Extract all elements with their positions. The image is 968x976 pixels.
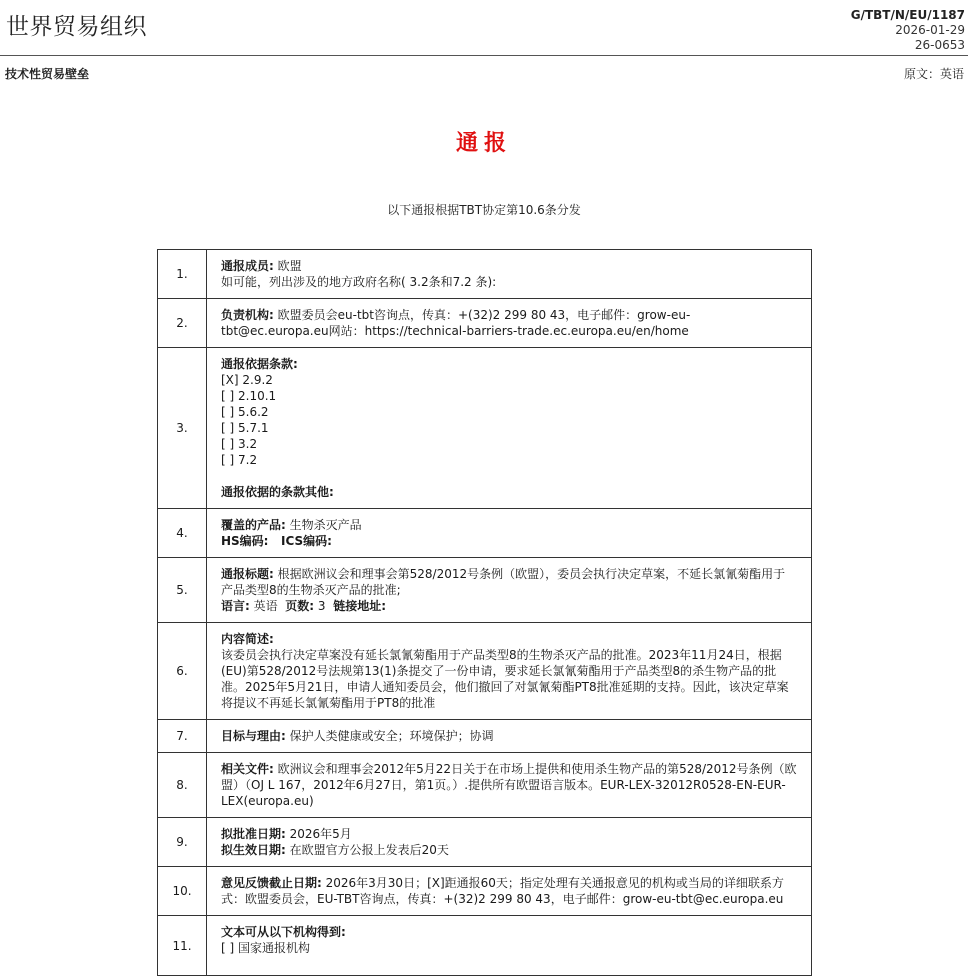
item-label: 拟批准日期: [221, 827, 286, 841]
item-row-5 [158, 558, 812, 623]
item-label: 通报标题: [221, 567, 274, 581]
pages-label: 页数: [285, 599, 315, 613]
header-divider [0, 55, 968, 56]
distribution-note: 以下通报根据TBT协定第10.6条分发 [387, 203, 581, 217]
item-row-3 [158, 348, 812, 509]
item-value: 欧盟 [273, 259, 302, 273]
item-label: 内容简述: [221, 632, 274, 646]
document-symbol: G/TBT/N/EU/1187 [850, 8, 965, 22]
item-row-10 [158, 867, 812, 916]
item-content [207, 867, 812, 916]
item-content [207, 623, 812, 720]
pages-value: 3 [314, 599, 326, 613]
item-label: 目标与理由: [221, 729, 286, 743]
item-row-1 [158, 250, 812, 299]
item-number: 10. [158, 867, 207, 916]
item-number: 2. [158, 299, 207, 348]
article-option: [ ] 7.2 [221, 453, 258, 467]
item-row-2 [158, 299, 812, 348]
original-language: 原文：英语 [903, 67, 964, 81]
item-value: 欧盟委员会eu-tbt咨询点，传真：+(32)2 299 80 43，电子邮件：grow-eu-tbt@ec.europa.eu网站：https://technical-barriers-trade.ec.europa.eu/en/home [221, 308, 691, 338]
article-option: [ ] 5.6.2 [221, 405, 269, 419]
document-ref-number: 26-0653 [914, 38, 965, 52]
item-row-9 [158, 818, 812, 867]
document-meta [851, 8, 965, 53]
link-label: 链接地址: [333, 599, 386, 613]
item-number: 8. [158, 753, 207, 818]
item-row-8 [158, 753, 812, 818]
item-note: 如可能，列出涉及的地方政府名称( 3.2条和7.2 条): [221, 275, 497, 289]
item-label: 文本可从以下机构得到: [221, 925, 346, 939]
item-content [207, 753, 812, 818]
ics-code-label: ICS编码: [281, 534, 332, 548]
article-option: [ ] 3.2 [221, 437, 258, 451]
item-content [207, 348, 812, 509]
item-label: 意见反馈截止日期: [221, 876, 322, 890]
document-date: 2026-01-29 [895, 23, 965, 37]
item-value: 生物杀灭产品 [285, 518, 362, 532]
item-value-2: 在欧盟官方公报上发表后20天 [285, 843, 449, 857]
item-number: 7. [158, 720, 207, 753]
language-label: 语言: [221, 599, 250, 613]
article-option: [X] 2.9.2 [221, 373, 273, 387]
item-value: 欧洲议会和理事会2012年5月22日关于在市场上提供和使用杀生物产品的第528/2012号条例（欧盟）（OJ L 167，2012年6月27日，第1页。）.提供所有欧盟语言版本。EUR-LEX-32012R0528-EN-EUR-LEX(europa.eu) [221, 762, 797, 808]
item-number: 9. [158, 818, 207, 867]
item-label: 负责机构: [221, 308, 274, 322]
item-label: 覆盖的产品: [221, 518, 286, 532]
item-value: 保护人类健康或安全；环境保护；协调 [285, 729, 494, 743]
item-row-4 [158, 509, 812, 558]
notification-items-table [157, 249, 812, 976]
item-value: 该委员会执行决定草案没有延长氯氰菊酯用于产品类型8的生物杀灭产品的批准。2023年11月24日，根据(EU)第528/2012号法规第13(1)条提交了一份申请，要求延长氯氰菊酯用于产品类型8的杀生物产品的批准。2025年5月21日，申请人通知委员会，他们撤回了对氯氰菊酯PT8批准延期的支持。因此，该决定草案将提议不再延长氯氰菊酯用于PT8的批准 [221, 648, 789, 710]
article-option: [ ] 2.10.1 [221, 389, 277, 403]
item-content [207, 916, 812, 976]
language-value: 英语 [249, 599, 278, 613]
hs-code-label: HS编码: [221, 534, 269, 548]
item-content [207, 558, 812, 623]
item-content [207, 818, 812, 867]
item-content [207, 250, 812, 299]
item-number: 5. [158, 558, 207, 623]
item-number: 6. [158, 623, 207, 720]
item-value: [ ] 国家通报机构 [221, 941, 310, 955]
item-content [207, 509, 812, 558]
item-row-11 [158, 916, 812, 976]
notification-title: 通报 [455, 131, 512, 156]
org-title: 世界贸易组织 [6, 14, 147, 40]
item-label: 通报依据条款: [221, 357, 298, 371]
item-row-6 [158, 623, 812, 720]
item-row-7 [158, 720, 812, 753]
item-label: 相关文件: [221, 762, 274, 776]
item-value: 2026年5月 [285, 827, 352, 841]
article-option: [ ] 5.7.1 [221, 421, 269, 435]
item-number: 11. [158, 916, 207, 976]
item-label: 通报成员: [221, 259, 274, 273]
item-content [207, 299, 812, 348]
item-value: 2026年3月30日；[X]距通报60天；指定处理有关通报意见的机构或当局的详细联系方式：欧盟委员会，EU-TBT咨询点，传真：+(32)2 299 80 43，电子邮件：grow-eu-tbt@ec.europa.eu [221, 876, 784, 906]
item-number: 1. [158, 250, 207, 299]
item-number: 3. [158, 348, 207, 509]
section-title: 技术性贸易壁垒 [5, 67, 90, 81]
item-label-other: 通报依据的条款其他: [221, 485, 334, 499]
item-number: 4. [158, 509, 207, 558]
item-value: 根据欧洲议会和理事会第528/2012号条例（欧盟），委员会执行决定草案，不延长氯氰菊酯用于产品类型8的生物杀灭产品的批准; [221, 567, 786, 597]
item-content [207, 720, 812, 753]
item-label-2: 拟生效日期: [221, 843, 286, 857]
